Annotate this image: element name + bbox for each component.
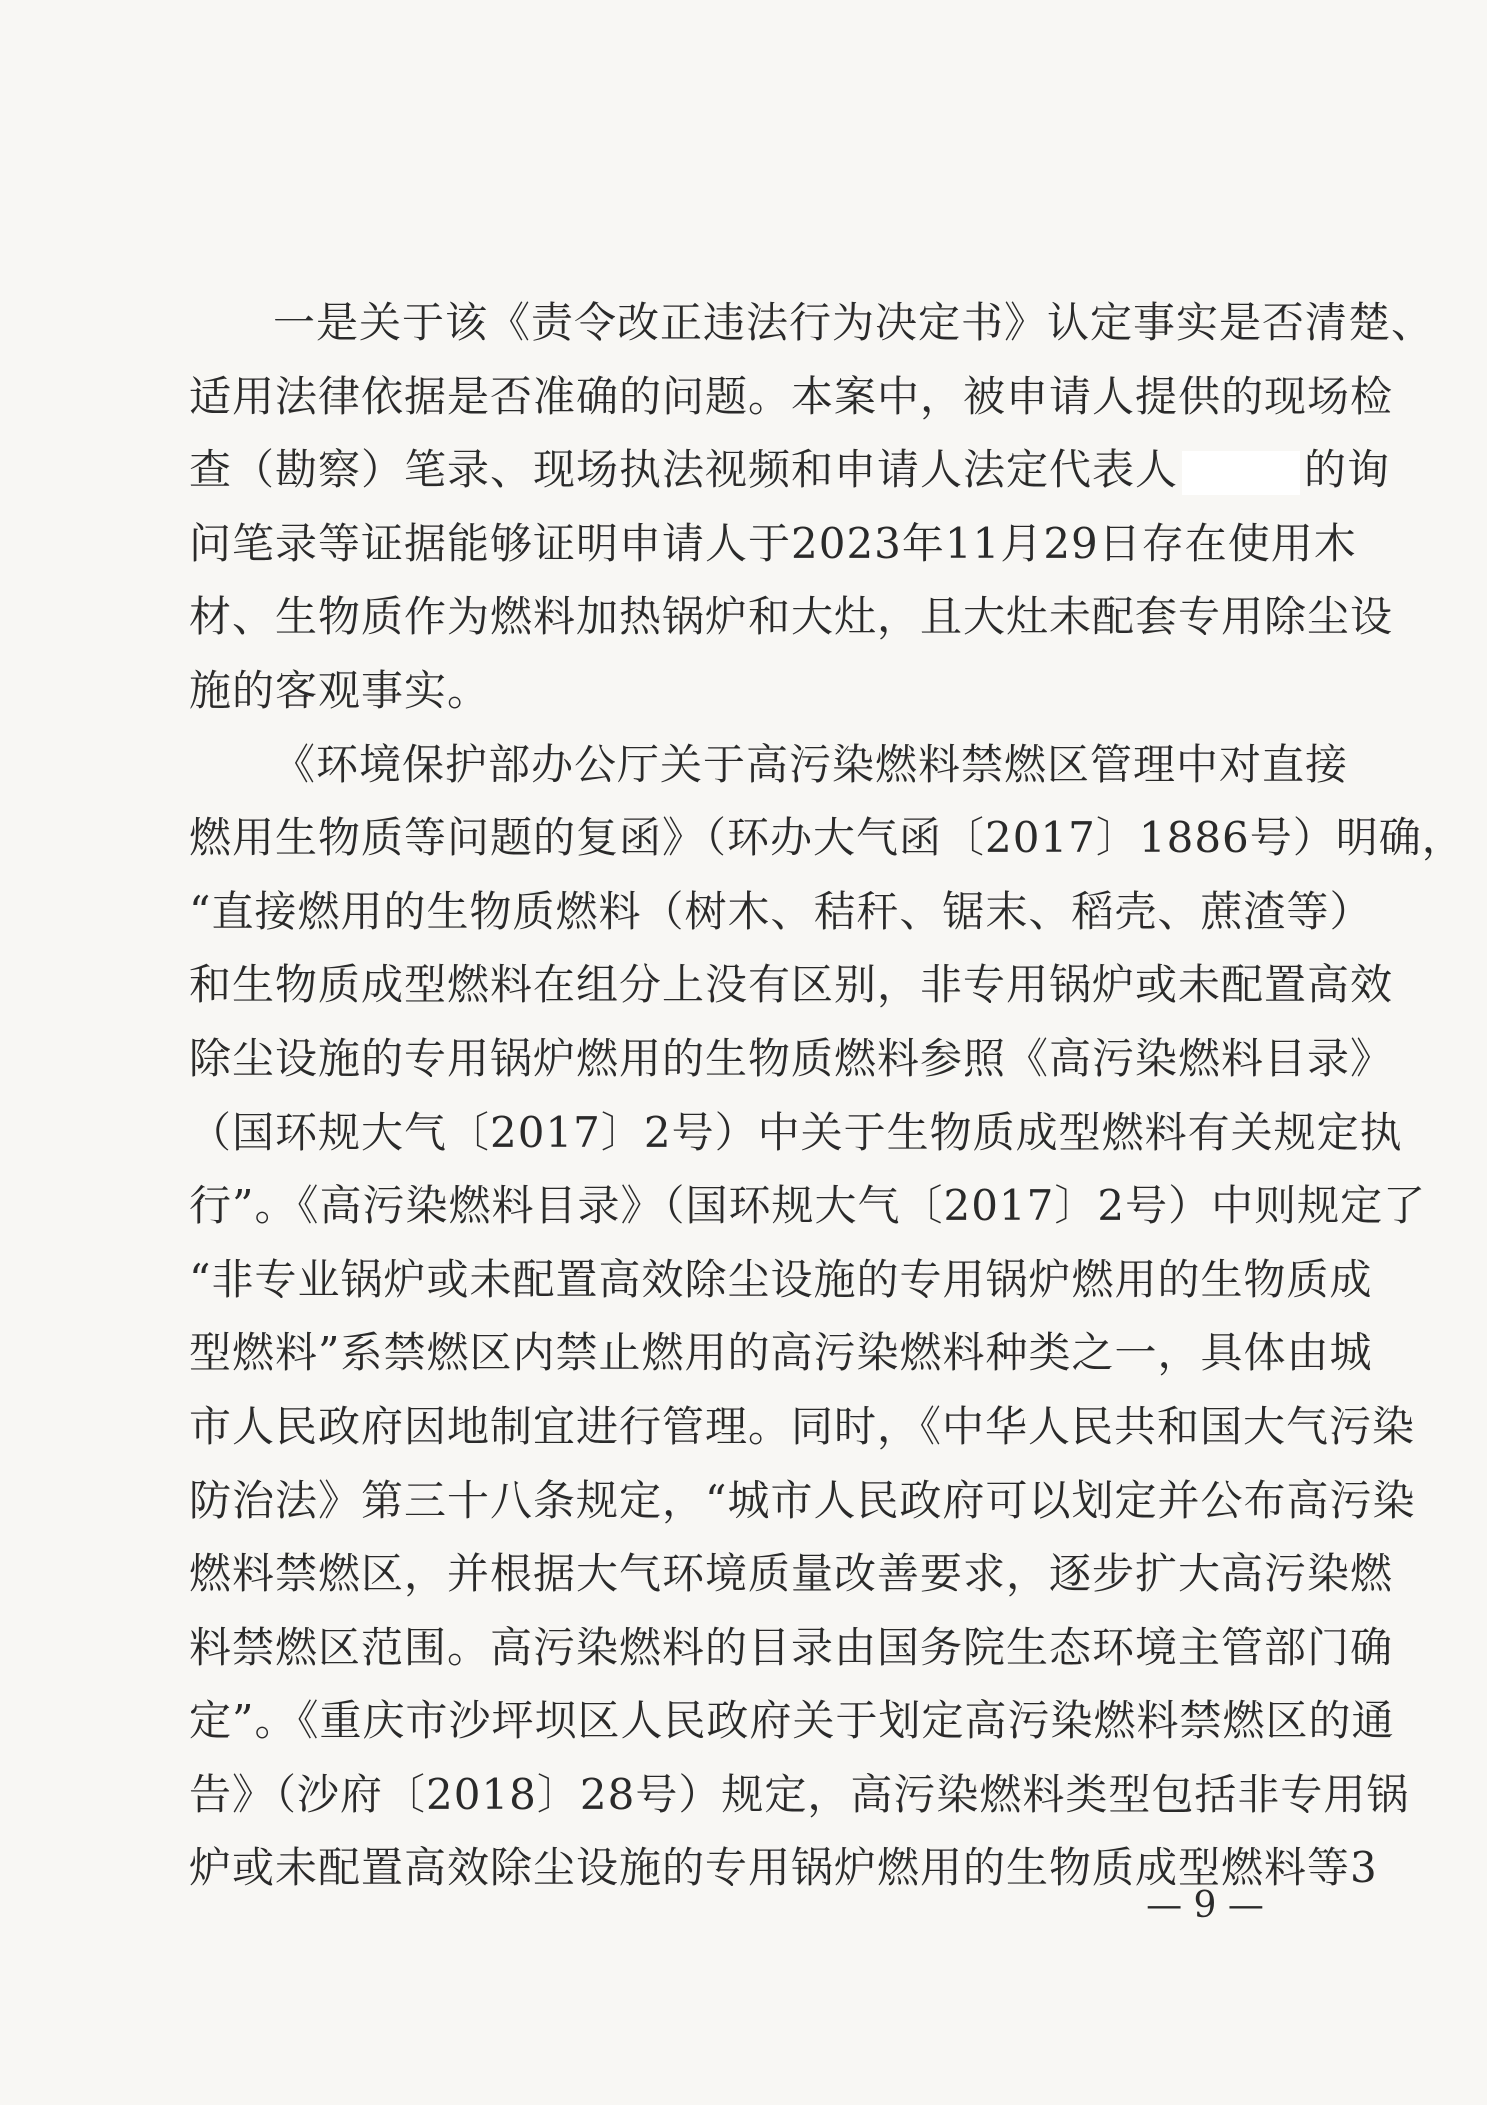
body-text <box>189 286 1465 1905</box>
text-line: 炉或未配置高效除尘设施的专用锅炉燃用的生物质成型燃料等3 <box>189 1843 1378 1893</box>
text-line: 行”。《高污染燃料目录》（国环规大气〔2017〕2号）中则规定了 <box>189 1181 1427 1231</box>
text-line: 材、生物质作为燃料加热锅炉和大灶，且大灶未配套专用除尘设 <box>189 592 1394 642</box>
text-line: 告》（沙府〔2018〕28号）规定，高污染燃料类型包括非专用锅 <box>189 1769 1410 1819</box>
text-line: 燃料禁燃区，并根据大气环境质量改善要求，逐步扩大高污染燃 <box>189 1549 1394 1599</box>
redaction-box <box>1182 451 1300 495</box>
text-line: 定”。《重庆市沙坪坝区人民政府关于划定高污染燃料禁燃区的通 <box>189 1696 1395 1746</box>
text-line: 型燃料”系禁燃区内禁止燃用的高污染燃料种类之一，具体由城 <box>189 1328 1373 1378</box>
text-line: 一是关于该《责令改正违法行为决定书》认定事实是否清楚、 <box>273 298 1435 347</box>
text-line: 市人民政府因地制宜进行管理。同时，《中华人民共和国大气污染 <box>189 1401 1416 1451</box>
text-line: 燃用生物质等问题的复函》（环办大气函〔2017〕1886号）明确， <box>189 813 1465 863</box>
text-segment: 查（勘察）笔录、现场执法视频和申请人法定代表人 <box>189 445 1179 495</box>
text-line: 问笔录等证据能够证明申请人于2023年11月29日存在使用木 <box>189 518 1357 568</box>
page-number: — 9 — <box>1146 1885 1264 1926</box>
text-line: 料禁燃区范围。高污染燃料的目录由国务院生态环境主管部门确 <box>189 1622 1394 1672</box>
text-line: （国环规大气〔2017〕2号）中关于生物质成型燃料有关规定执 <box>189 1107 1403 1157</box>
text-line: “直接燃用的生物质燃料（树木、秸秆、锯末、稻壳、蔗渣等） <box>189 886 1373 936</box>
text-line <box>189 433 1391 507</box>
text-line: “非专业锅炉或未配置高效除尘设施的专用锅炉燃用的生物质成 <box>189 1254 1373 1304</box>
text-line: 适用法律依据是否准确的问题。本案中，被申请人提供的现场检 <box>189 371 1394 421</box>
text-line: 防治法》第三十八条规定，“城市人民政府可以划定并公布高污染 <box>189 1475 1416 1525</box>
text-line: 《环境保护部办公厅关于高污染燃料禁燃区管理中对直接 <box>273 739 1349 789</box>
text-line: 施的客观事实。 <box>189 665 491 715</box>
text-line: 除尘设施的专用锅炉燃用的生物质燃料参照《高污染燃料目录》 <box>189 1033 1394 1083</box>
text-segment: 的询 <box>1304 445 1391 495</box>
text-line: 和生物质成型燃料在组分上没有区别，非专用锅炉或未配置高效 <box>189 960 1394 1010</box>
